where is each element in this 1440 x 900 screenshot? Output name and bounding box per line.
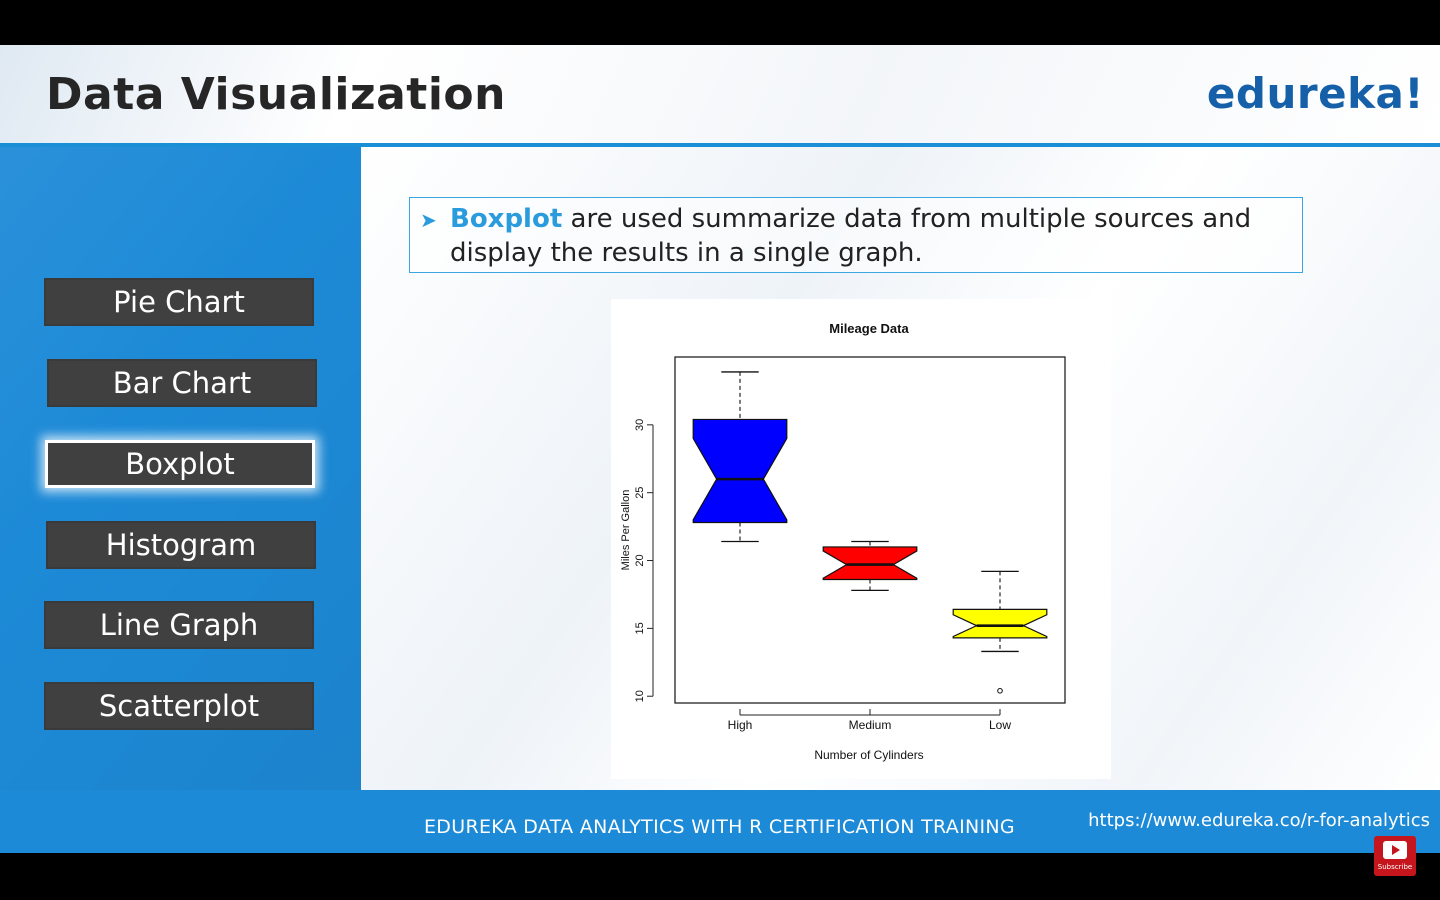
footer-bar	[0, 790, 1440, 853]
boxplot-box-high	[693, 419, 787, 522]
callout-keyword: Boxplot	[450, 204, 563, 234]
x-axis	[728, 709, 1012, 732]
boxplot-chart	[611, 299, 1111, 779]
boxplot-box-low	[953, 609, 1047, 637]
callout-body: are used summarize data from multiple sources and display the results in a single graph.	[450, 204, 1252, 268]
callout-text	[450, 202, 1290, 270]
x-axis-label: Number of Cylinders	[814, 748, 924, 762]
x-tick-label: Medium	[848, 718, 892, 732]
sidebar-item-histogram[interactable]: Histogram	[46, 521, 316, 569]
x-tick-label: Low	[988, 718, 1012, 732]
y-tick-label: 25	[634, 486, 646, 499]
slide	[0, 45, 1440, 853]
youtube-play-icon	[1383, 841, 1407, 859]
sidebar-item-line-graph[interactable]: Line Graph	[44, 601, 314, 649]
subscribe-label: Subscribe	[1377, 863, 1413, 871]
slide-title: Data Visualization	[46, 69, 506, 120]
y-axis	[634, 419, 653, 703]
sidebar-item-scatterplot[interactable]: Scatterplot	[44, 682, 314, 730]
subscribe-button[interactable]	[1374, 836, 1416, 876]
footer-url[interactable]: https://www.edureka.co/r-for-analytics	[1088, 810, 1430, 831]
arrow-bullet-icon: ➤	[420, 208, 437, 232]
content-area	[361, 147, 1440, 790]
sidebar	[0, 147, 361, 790]
boxplot-outlier-point	[998, 688, 1003, 693]
y-tick-label: 20	[634, 554, 646, 567]
sidebar-item-boxplot[interactable]: Boxplot	[45, 440, 315, 488]
sidebar-item-pie-chart[interactable]: Pie Chart	[44, 278, 314, 326]
boxplot-chart-container	[611, 299, 1111, 779]
slide-header	[0, 45, 1440, 145]
edureka-logo: edureka!	[1206, 69, 1424, 118]
boxplot-boxes	[693, 372, 1047, 693]
y-tick-label: 10	[634, 690, 646, 703]
y-axis-label: Miles Per Gallon	[620, 489, 632, 571]
y-tick-label: 30	[634, 418, 646, 431]
x-tick-label: High	[727, 718, 753, 732]
sidebar-item-bar-chart[interactable]: Bar Chart	[47, 359, 317, 407]
boxplot-box-medium	[823, 547, 917, 580]
definition-callout	[409, 197, 1303, 273]
footer-course-title: EDUREKA DATA ANALYTICS WITH R CERTIFICATION TRAINING	[424, 816, 1015, 838]
chart-title: Mileage Data	[829, 321, 909, 336]
y-tick-label: 15	[634, 622, 646, 635]
